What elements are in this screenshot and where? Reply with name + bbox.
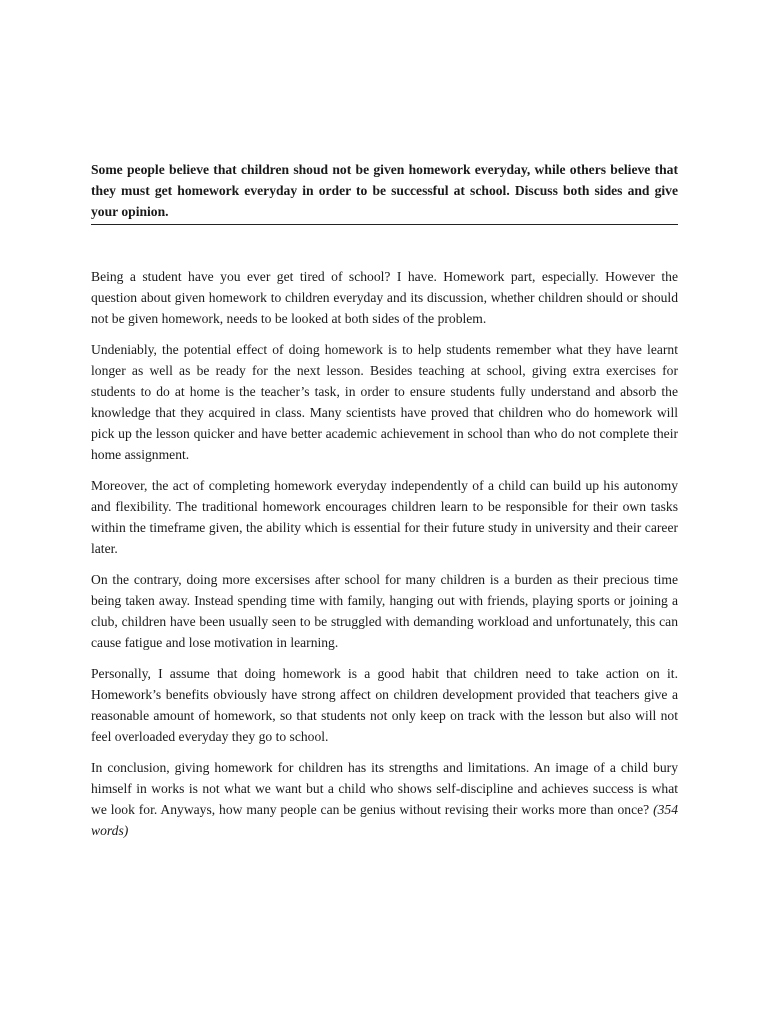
paragraph-introduction: Being a student have you ever get tired of school? I have. Homework part, especially. However the question about given homework to children everyday and its discussion, whether children should or should not be given homework, needs to be looked at both sides of the problem. xyxy=(91,269,678,326)
paragraph-conclusion xyxy=(91,757,678,841)
essay-body xyxy=(91,266,678,841)
paragraph-body-2: Moreover, the act of completing homework everyday independently of a child can build up his autonomy and flexibility. The traditional homework encourages children learn to be responsible for their own tasks within the timeframe given, the ability which is essential for their future study in university and their career later. xyxy=(91,478,678,556)
paragraph-opinion: Personally, I assume that doing homework is a good habit that children need to take action on it. Homework’s benefits obviously have strong affect on children development provided that teachers give a reasonable amount of homework, so that students not only keep on track with the lesson but also will not feel overloaded everyday they go to school. xyxy=(91,666,678,744)
prompt-divider xyxy=(91,224,678,225)
document-page xyxy=(91,159,678,851)
word-count: (354 words) xyxy=(91,802,678,838)
paragraph-body-3: On the contrary, doing more excersises after school for many children is a burden as their precious time being taken away. Instead spending time with family, hanging out with friends, playing sports or joining a club, children have been usually seen to be struggled with demanding workload and unfortunately, this can cause fatigue and lose motivation in learning. xyxy=(91,572,678,650)
essay-prompt: Some people believe that children shoud not be given homework everyday, while others believe that they must get homework everyday in order to be successful at school. Discuss both sides and give your opinion. xyxy=(91,162,678,219)
conclusion-text: In conclusion, giving homework for children has its strengths and limitations. An image of a child bury himself in works is not what we want but a child who shows self-discipline and achieves success is what we look for. Anyways, how many people can be genius without revising their works more than once? xyxy=(91,760,678,817)
paragraph-body-1: Undeniably, the potential effect of doing homework is to help students remember what they have learnt longer as well as be ready for the next lesson. Besides teaching at school, giving extra exercises for students to do at home is the teacher’s task, in order to ensure students fully understand and absorb the knowledge that they acquired in class. Many scientists have proved that children who do homework will pick up the lesson quicker and have better academic achievement in school than who do not complete their home assignment. xyxy=(91,342,678,462)
